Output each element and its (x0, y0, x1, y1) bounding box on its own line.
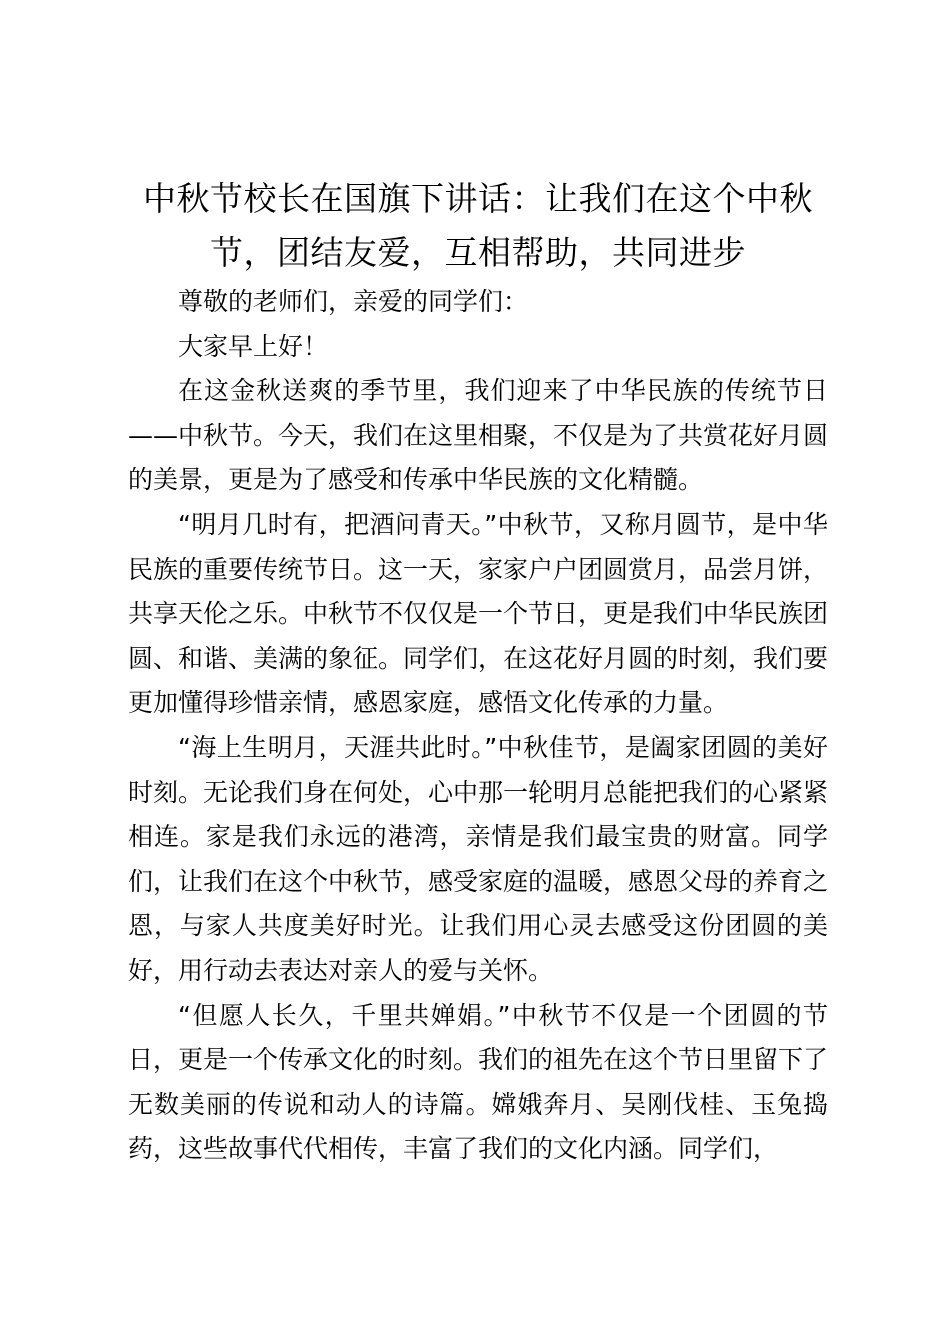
body-paragraph: “但愿人长久，千里共婵娟。”中秋节不仅是一个团圆的节日，更是一个传承文化的时刻。我们的祖先在这个节日里留下了无数美丽的传说和动人的诗篇。嫦娥奔月、吴刚伐桂、玉兔捣药，这些故事代代相传，丰富了我们的文化内涵。同学们， (128, 1000, 829, 1164)
document-title: 中秋节校长在国旗下讲话：让我们在这个中秋节，团结友爱，互相帮助，共同进步 (143, 179, 813, 272)
morning-greeting-paragraph: 大家早上好！ (178, 331, 329, 361)
body-paragraph: 在这金秋送爽的季节里，我们迎来了中华民族的传统节日——中秋节。今天，我们在这里相聚，不仅是为了共赏花好月圆的美景，更是为了感受和传承中华民族的文化精髓。 (128, 376, 829, 495)
body-paragraph: “明月几时有，把酒问青天。”中秋节，又称月圆节，是中华民族的重要传统节日。这一天，家家户户团圆赏月，品尝月饼，共享天伦之乐。中秋节不仅仅是一个节日，更是我们中华民族团圆、和谐、美满的象征。同学们，在这花好月圆的时刻，我们要更加懂得珍惜亲情，感恩家庭，感悟文化传承的力量。 (128, 509, 829, 718)
body-paragraph: “海上生明月，天涯共此时。”中秋佳节，是阖家团圆的美好时刻。无论我们身在何处，心中那一轮明月总能把我们的心紧紧相连。家是我们永远的港湾，亲情是我们最宝贵的财富。同学们，让我们在这个中秋节，感受家庭的温暖，感恩父母的养育之恩，与家人共度美好时光。让我们用心灵去感受这份团圆的美好，用行动去表达对亲人的爱与关怀。 (128, 732, 829, 985)
document-page (128, 172, 828, 1172)
greeting-paragraph: 尊敬的老师们，亲爱的同学们： (178, 287, 529, 316)
